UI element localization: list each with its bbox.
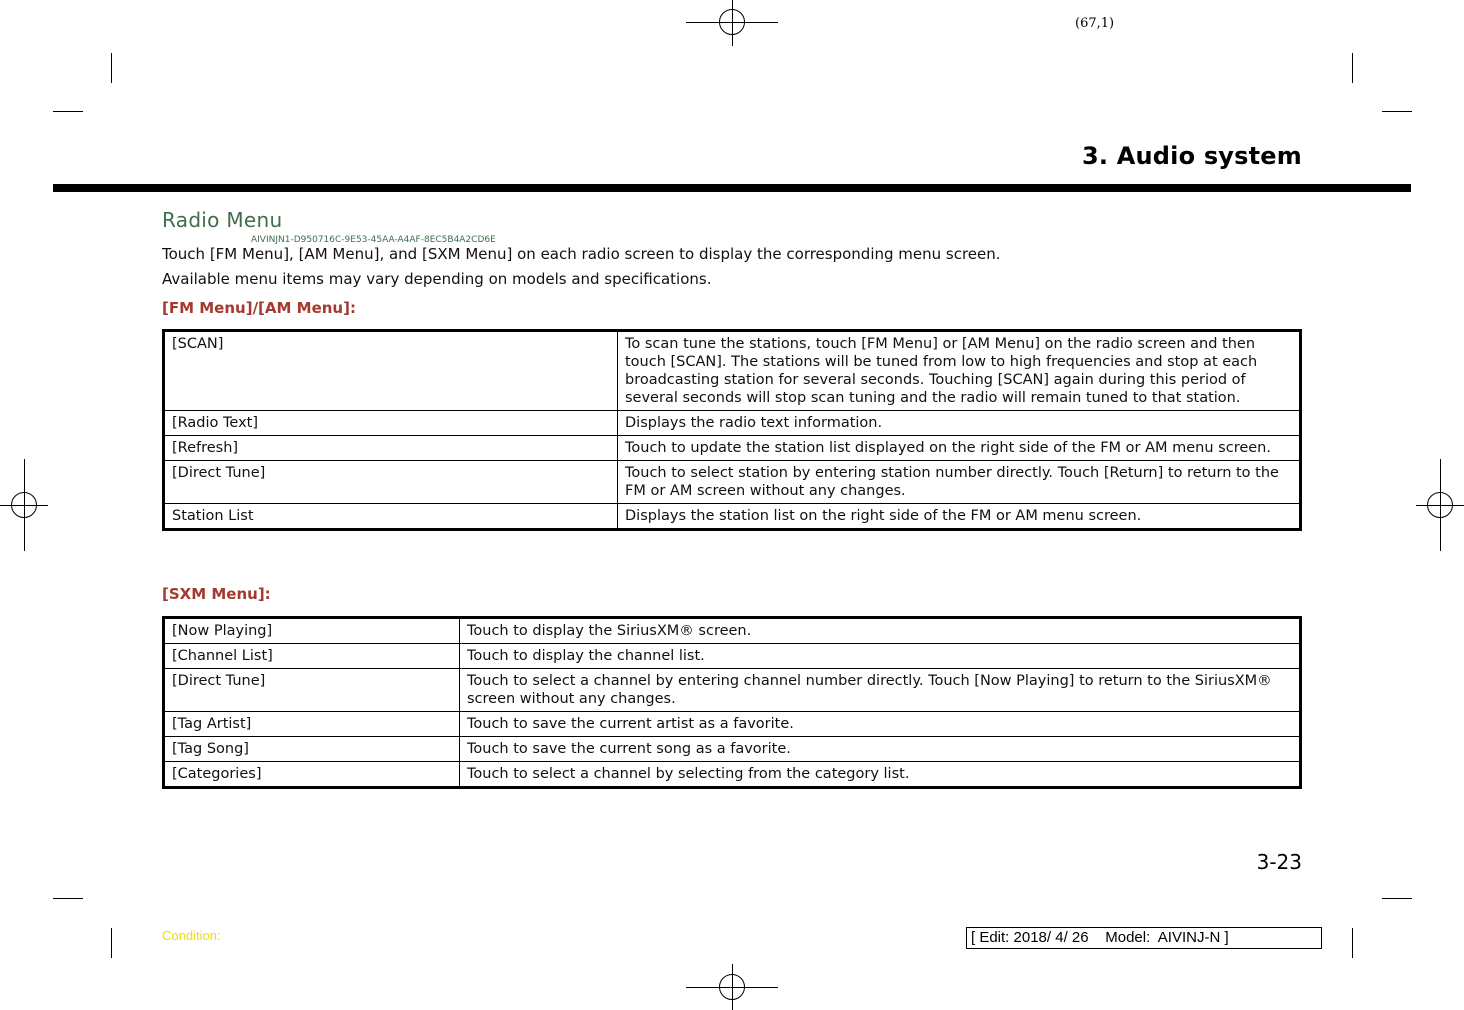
table-row	[164, 762, 1301, 788]
menu-item-name: [Direct Tune]	[164, 669, 460, 712]
table-row	[164, 644, 1301, 669]
menu-item-name: [SCAN]	[164, 331, 618, 411]
menu-item-description: Touch to select station by entering station number directly. Touch [Return] to return to the FM or AM screen without any changes.	[618, 461, 1301, 504]
title-rule	[53, 184, 1411, 192]
menu-item-description: Touch to select a channel by selecting from the category list.	[460, 762, 1301, 788]
menu-item-description: Touch to display the SiriusXM® screen.	[460, 618, 1301, 644]
table-row	[164, 504, 1301, 530]
menu-item-description: Touch to save the current artist as a favorite.	[460, 712, 1301, 737]
table-row	[164, 618, 1301, 644]
page-reference: (67,1)	[1075, 16, 1115, 31]
sxm-menu-table	[162, 616, 1302, 789]
intro-line-2: Available menu items may vary depending on models and specifications.	[162, 270, 712, 288]
menu-item-name: [Tag Song]	[164, 737, 460, 762]
menu-item-description: Touch to select a channel by entering channel number directly. Touch [Now Playing] to return to the SiriusXM® screen without any changes.	[460, 669, 1301, 712]
table-row	[164, 737, 1301, 762]
menu-item-name: [Refresh]	[164, 436, 618, 461]
menu-item-name: [Direct Tune]	[164, 461, 618, 504]
menu-item-name: [Now Playing]	[164, 618, 460, 644]
table-row	[164, 436, 1301, 461]
menu-item-name: [Channel List]	[164, 644, 460, 669]
table-row	[164, 712, 1301, 737]
sxm-menu-heading: [SXM Menu]:	[162, 585, 271, 603]
menu-item-description: Displays the radio text information.	[618, 411, 1301, 436]
edit-info-box: [ Edit: 2018/ 4/ 26 Model: AIVINJ-N ]	[966, 927, 1322, 949]
menu-item-description: To scan tune the stations, touch [FM Menu] or [AM Menu] on the radio screen and then touch [SCAN]. The stations will be tuned from low to high frequencies and stop at each broadcasting station for several seconds. Touching [SCAN] again during this period of several seconds will stop scan tuning and the radio will remain tuned to that station.	[618, 331, 1301, 411]
page-number: 3-23	[1256, 850, 1302, 874]
table-row	[164, 411, 1301, 436]
menu-item-name: [Radio Text]	[164, 411, 618, 436]
menu-item-description: Displays the station list on the right side of the FM or AM menu screen.	[618, 504, 1301, 530]
table-row	[164, 669, 1301, 712]
heading-id: AIVINJN1-D950716C-9E53-45AA-A4AF-8EC5B4A2CD6E	[251, 235, 496, 245]
menu-item-description: Touch to update the station list displayed on the right side of the FM or AM menu screen.	[618, 436, 1301, 461]
condition-label: Condition:	[162, 928, 221, 943]
fm-am-menu-heading: [FM Menu]/[AM Menu]:	[162, 299, 356, 317]
menu-item-description: Touch to save the current song as a favorite.	[460, 737, 1301, 762]
intro-line-1: Touch [FM Menu], [AM Menu], and [SXM Menu] on each radio screen to display the corresponding menu screen.	[162, 245, 1001, 263]
section-title: 3. Audio system	[1081, 142, 1302, 170]
table-row	[164, 331, 1301, 411]
page-heading: Radio Menu	[162, 208, 283, 232]
menu-item-name: [Tag Artist]	[164, 712, 460, 737]
fm-am-menu-table	[162, 329, 1302, 531]
menu-item-name: Station List	[164, 504, 618, 530]
menu-item-name: [Categories]	[164, 762, 460, 788]
menu-item-description: Touch to display the channel list.	[460, 644, 1301, 669]
table-row	[164, 461, 1301, 504]
